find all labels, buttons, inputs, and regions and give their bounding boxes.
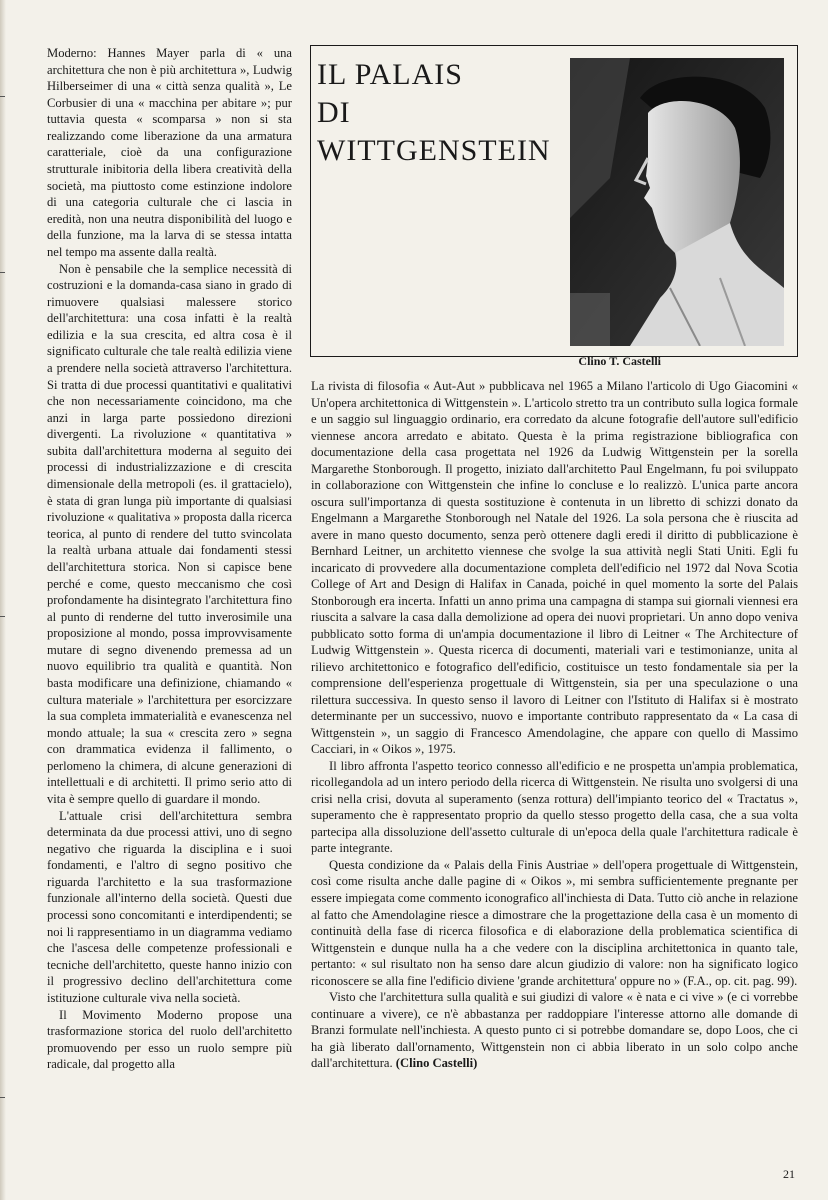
page-number: 21 xyxy=(783,1167,795,1181)
left-paragraph: Non è pensabile che la semplice necessità di costruzioni e la domanda-casa siano in grado di rimuovere qualsiasi malessere storico dell'architettura: una cosa infatti è la realtà edilizia e la sua crescita, ed altra cosa è il significato culturale che tale realtà edilizia viene a prendere nella società attraverso l'architettura. Si tratta di due processi quantitativi e qualitativi che non necessariamente coincidono, ma che anzi in larga parte possiedono direzioni divergenti. La rivoluzione « quantitativa » subita dall'architettura moderna al seguito dei processi di industrializzazione e di crescita dimensionale della metropoli (es. il grattacielo), è stata di gran lunga più importante di qualsiasi rivoluzione « qualitativa » proposta dalla ricerca teorica, al punto di rendere del tutto svincolata la realtà urbana attuale dai fondamenti stessi dell'architettura storica. Non si capisce bene perché e come, questo meccanismo che così profondamente ha disintegrato l'architettura fino al punto di renderne del tutto inverosimile una proposizione al mondo, possa improvvisamente mutare di segno divenendo premessa ad un nuovo equilibrio tra qualità e quantità. Non basta modificare una definizione, chiamando « cultura materiale » l'architettura per esorcizzare la sua completa immaterialità e evanescenza nel mondo attuale; la sua « crescita zero » segna con drammatica evidenza il fallimento, o perlomeno la chimera, di alcune generazioni di intellettuali e di architetti. Il primo serio atto di vita è sempre quello di guardare il mondo. xyxy=(47,261,292,807)
author-portrait-photo xyxy=(570,58,784,346)
article-title xyxy=(317,56,551,170)
title-line: DI xyxy=(317,96,351,129)
photo-caption: Clino T. Castelli xyxy=(578,354,661,368)
title-box xyxy=(310,45,798,357)
right-paragraph: Questa condizione da « Palais della Finis Austriae » dell'opera progettuale di Wittgenstein, così come risulta anche dalle pagine di « Oikos », mi sembra sufficientemente pregnante per essere impiegata come commento iconografico all'inchiesta di Data. Tutto ciò anche in relazione al fatto che Amendolagine riesce a dimostrare che la progettazione della casa è un momento di continuità della fase di ricerca filosofica e di elaborazione della problematica scientifica di Wittgenstein e dunque nulla ha a che vedere con la disciplina architettonica in quanto tale, pertanto: « sul risultato non ha senso dare alcun giudizio di valore: non ha significato logico riconoscere se alla fine l'edificio diviene 'grande architettura' oppure no » (F.A., op. cit. pag. 99). xyxy=(311,857,798,988)
left-paragraph: Il Movimento Moderno propose una trasformazione storica del ruolo dell'architetto promuovendo per esso un ruolo sempre più radicale, dal progetto alla xyxy=(47,1007,292,1072)
page-spine-shadow xyxy=(0,0,6,1200)
right-paragraph: La rivista di filosofia « Aut-Aut » pubblicava nel 1965 a Milano l'articolo di Ugo Giacomini « Un'opera architettonica di Wittgenstein ». L'articolo stretto tra un contributo sulla logica formale e un saggio sul linguaggio ordinario, era corredato da alcune fotografie dell'autore sull'edificio viennese ancora arredato e abitato. Questa è la prima registrazione bibliografica con documentazione della casa progettata nel 1926 da Ludwig Wittgenstein per la sorella Margarethe Stonborough. Il progetto, iniziato dall'architetto Paul Engelmann, fu poi sviluppato in collaborazione con Wittgenstein che infine lo concluse e lo realizzò. L'unica parte ancora oscura sull'importanza di questa sostituzione è contenuta in un libretto di schizzi donato da Engelmann a Margarethe Stonborough nel Natale del 1926. La sola persona che è riuscita ad avere in mano questo documento, senza però ottenere dagli eredi il diritto di pubblicazione è Bernhard Leitner, un architetto viennese che svolge la sua attività negli Stati Uniti. Egli fu incaricato di provvedere alla documentazione completa dell'edificio nel 1972 dal Nova Scotia College of Art and Design di Halifax in Canada, poiché in quel momento la sorte del Palais Stonborough era incerta. Infatti un anno prima una campagna di stampa sui giornali viennesi era riuscita a salvare la casa dalla demolizione ad opera dei nuovi proprietari. Un anno dopo veniva pubblicato sotto forma di un'ampia documentazione il libro di Leitner « The Architecture of Ludwig Wittgenstein ». Questa ricerca di documenti, materiali vari e testimonianze, unita al rilievo architettonico e fotografico dell'edificio, costituisce un testo fondamentale sia per la comprensione dell'esperienza progettuale di Wittgenstein, sia per una speculazione o una rilettura successiva. In questo senso il lavoro di Leitner con l'Istituto di Halifax si è mostrato determinante per un successivo, nuovo e importante contributo rappresentato da « La casa di Wittgenstein », un saggio di Francesco Amendolagine, che appare con quello di Massimo Cacciari, in « Oikos », 1975. xyxy=(311,379,798,757)
closing-paragraph-text: Visto che l'architettura sulla qualità e sui giudizi di valore « è nata e ci vive » (e ci vorrebbe continuare a vivere), ce n'è abbastanza per raddoppiare l'interesse attorno alle domande di Branzi formulate nell'inchiesta. A questo punto ci si potrebbe domandare se, dopo Loos, che ci ha già liberato dall'ornamento, Wittgenstein non ci abbia liberato in un solo colpo anche dall'architettura. xyxy=(311,990,798,1071)
binding-mark xyxy=(0,96,5,97)
binding-mark xyxy=(0,1097,5,1098)
author-signature: (Clino Castelli) xyxy=(395,1056,478,1071)
title-line: IL PALAIS xyxy=(317,58,463,91)
portrait-illustration xyxy=(570,58,784,346)
left-paragraph: L'attuale crisi dell'architettura sembra determinata da due processi attivi, uno di segno negativo che riguarda la disciplina e i suoi fondamenti, e l'altro di segno positivo che riguarda l'architetto e la sua trasformazione funzionale all'interno della società. Questi due processi sono concomitanti e interdipendenti; se noi li rappresentiamo in un diagramma vediamo che l'ascesa delle competenze professionali e tecniche dell'architetto, queste hanno inizio con il progressivo declino dell'architettura come istituzione culturale viva nella società. xyxy=(47,808,292,1005)
binding-mark xyxy=(0,272,5,273)
right-column xyxy=(311,378,798,1072)
left-paragraph: Moderno: Hannes Mayer parla di « una architettura che non è più architettura », Ludwig Hilberseimer di una « città senza qualità », Le Corbusier di una « macchina per abitare »; pur tuttavia questa « scomparsa » non si sta realizzando come liberazione da una armatura caratteriale, cioè da una configurazione strutturale inibitoria della libera creatività della società, ma piuttosto come estinzione indolore di una categoria culturale che ci lascia in eredità, non una neutra disponibilità del luogo e della funzione, ma la larva di se stessa intatta nel tempo ma assente dalla realtà. xyxy=(47,46,292,259)
left-column xyxy=(47,45,292,1073)
title-line: WITTGENSTEIN xyxy=(317,134,551,167)
right-paragraph xyxy=(311,989,798,1072)
binding-mark xyxy=(0,616,5,617)
right-paragraph: Il libro affronta l'aspetto teorico connesso all'edificio e ne prospetta un'ampia problematica, ricollegandola ad un intero periodo della ricerca di Wittgenstein. Ne risulta uno svolgersi di una crisi nella crisi, dovuta al superamento (senza rottura) dell'impianto teorico del « Tractatus », superamento che è rappresentato proprio da quello stesso progetto della casa, che a sua volta partecipa alla dissoluzione dell'assetto culturale di un'epoca della quale l'architettura radicale è parte integrante. xyxy=(311,758,798,856)
